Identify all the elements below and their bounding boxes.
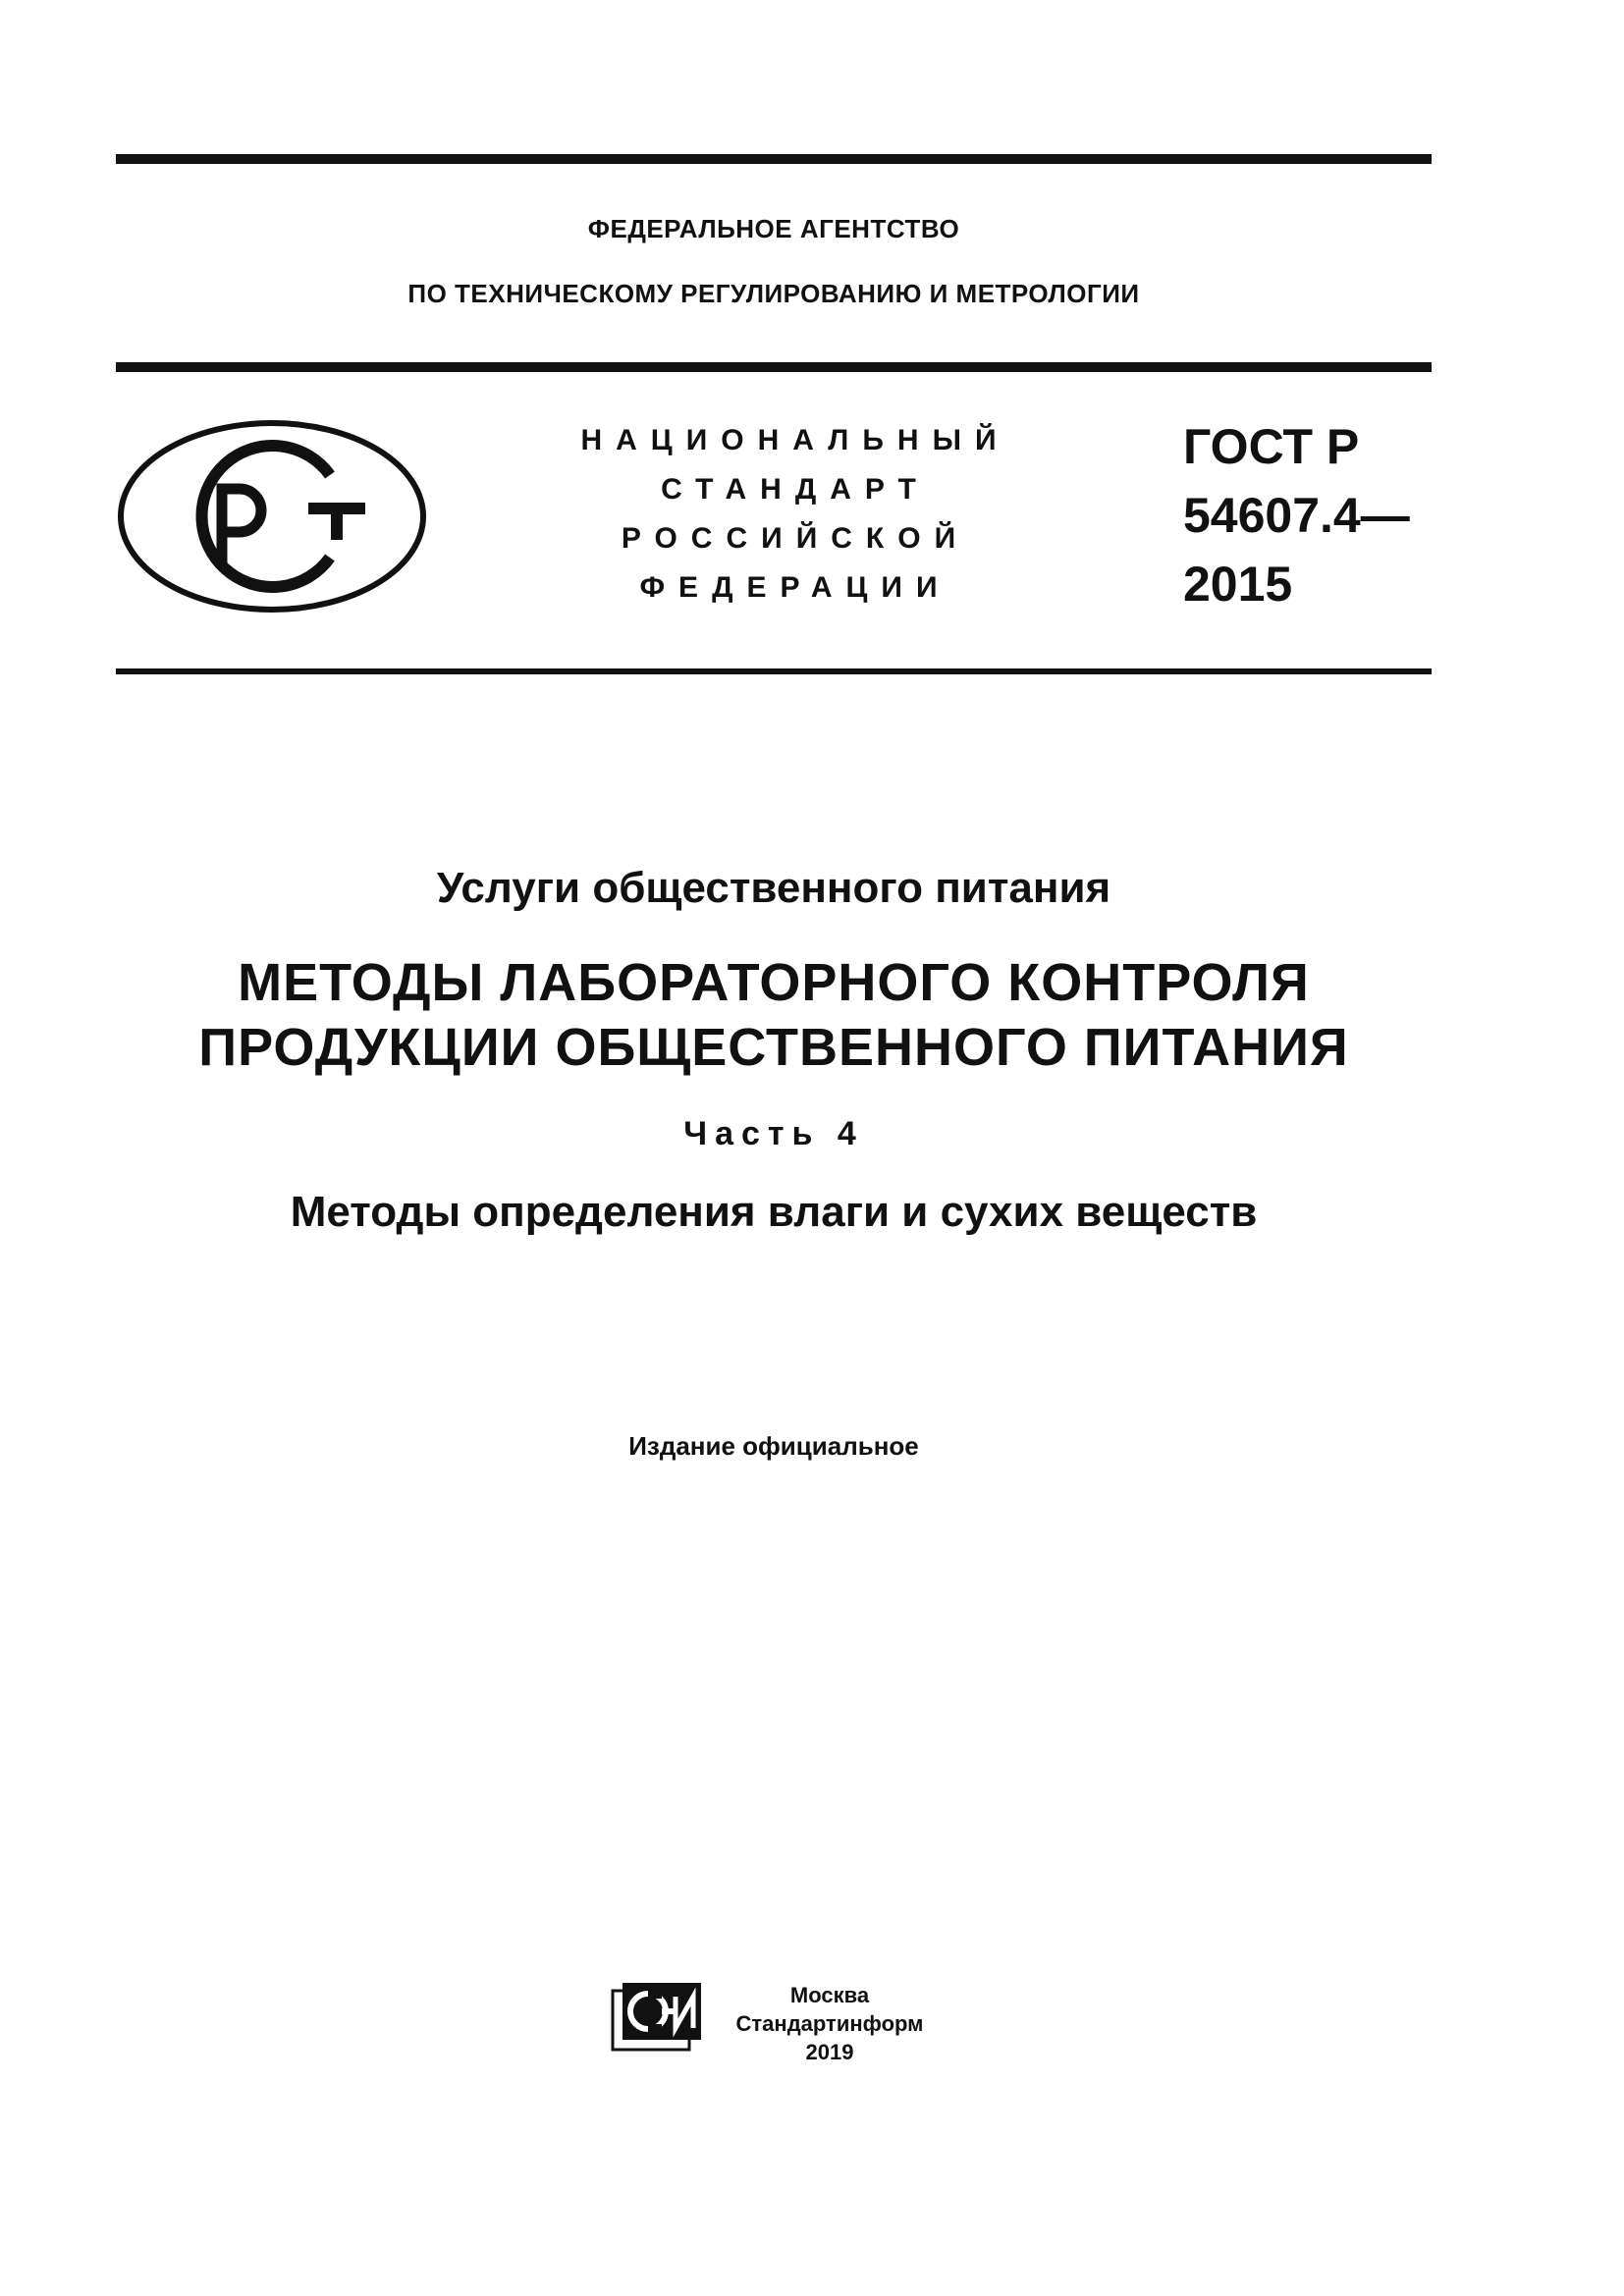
national-line-3: РОССИЙСКОЙ: [621, 522, 970, 555]
agency-line-2: ПО ТЕХНИЧЕСКОМУ РЕГУЛИРОВАНИЮ И МЕТРОЛОГИИ: [407, 279, 1140, 308]
publisher-imprint: [722, 1981, 938, 2066]
document-title-line-2: ПРОДУКЦИИ ОБЩЕСТВЕННОГО ПИТАНИЯ: [198, 1018, 1349, 1077]
document-subtitle: Услуги общественного питания: [436, 864, 1111, 912]
edition-label: Издание официальное: [628, 1431, 919, 1461]
title-block-rule: [116, 668, 1432, 674]
gost-line-3: 2015: [1183, 557, 1293, 612]
national-line-1: НАЦИОНАЛЬНЫЙ: [580, 424, 1010, 456]
rst-logo-icon: [116, 418, 428, 614]
header-rule: [116, 362, 1432, 372]
part-label: Часть 4: [683, 1115, 864, 1152]
national-line-2: СТАНДАРТ: [661, 473, 930, 506]
gost-designation: [1183, 412, 1432, 618]
publisher-year: 2019: [805, 2040, 854, 2064]
top-rule: [116, 154, 1432, 164]
national-standard-label: [550, 416, 1041, 613]
agency-line-1: ФЕДЕРАЛЬНОЕ АГЕНТСТВО: [587, 214, 960, 243]
part-title: Методы определения влаги и сухих веществ: [290, 1188, 1258, 1236]
document-title: [116, 950, 1432, 1080]
national-line-4: ФЕДЕРАЦИИ: [639, 571, 951, 604]
document-title-line-1: МЕТОДЫ ЛАБОРАТОРНОГО КОНТРОЛЯ: [238, 953, 1310, 1012]
standartinform-logo-icon: [611, 1979, 705, 2054]
publisher-name: Стандартинформ: [735, 2011, 924, 2036]
gost-line-1: ГОСТ Р: [1183, 419, 1360, 474]
publisher-city: Москва: [789, 1983, 870, 2007]
gost-line-2: 54607.4—: [1183, 488, 1410, 543]
